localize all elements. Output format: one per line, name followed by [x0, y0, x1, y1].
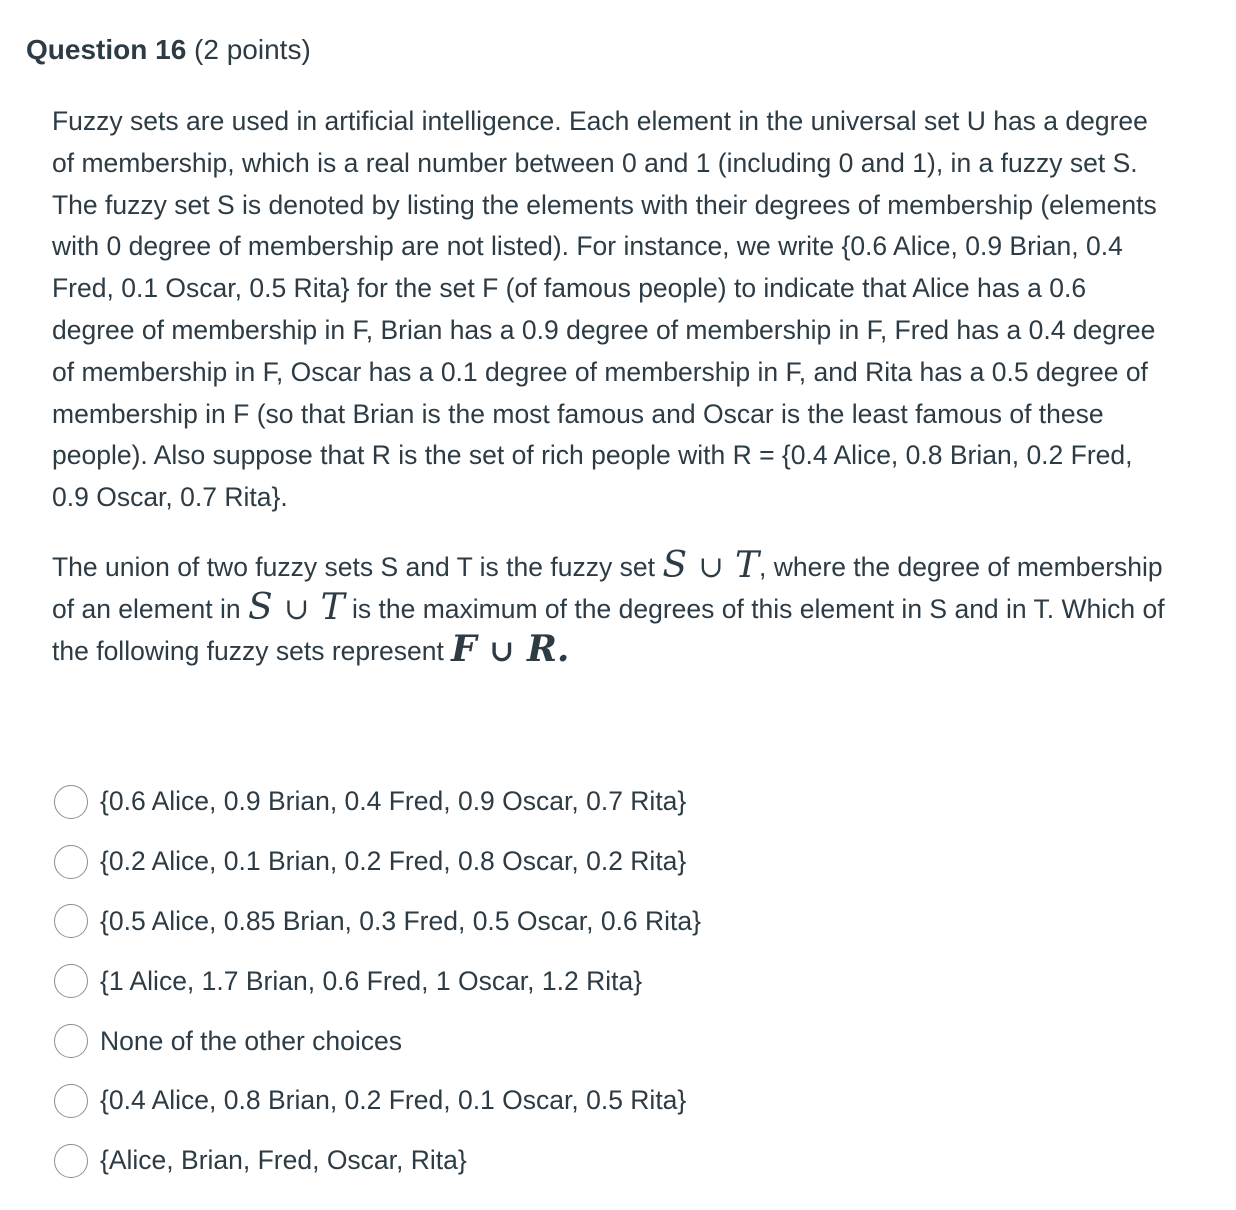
- radio-button-icon[interactable]: [54, 1084, 88, 1118]
- question-title: Question 16: [26, 34, 187, 65]
- radio-button-icon[interactable]: [54, 1024, 88, 1058]
- answer-label[interactable]: {1 Alice, 1.7 Brian, 0.6 Fred, 1 Oscar, 1.2 Rita}: [100, 965, 643, 996]
- math-union-symbol: ∪: [489, 633, 515, 669]
- math-union-symbol: ∪: [698, 549, 724, 585]
- math-symbol-t: T: [320, 586, 345, 628]
- paragraph-2-text: , where the degree of membership of an element in: [52, 551, 1163, 624]
- answer-option-3[interactable]: [54, 892, 954, 952]
- math-union-symbol: ∪: [284, 591, 310, 627]
- math-f-union-r: [451, 628, 569, 670]
- answer-choices: [54, 772, 954, 1191]
- math-s-union-t: [248, 587, 345, 628]
- radio-button-icon[interactable]: [54, 785, 88, 819]
- answer-label[interactable]: {0.2 Alice, 0.1 Brian, 0.2 Fred, 0.8 Oscar, 0.2 Rita}: [100, 846, 687, 877]
- math-symbol-t: T: [735, 544, 760, 586]
- answer-label[interactable]: None of the other choices: [100, 1025, 402, 1056]
- answer-label[interactable]: {0.4 Alice, 0.8 Brian, 0.2 Fred, 0.1 Oscar, 0.5 Rita}: [100, 1085, 687, 1116]
- math-s-union-t: [662, 545, 759, 586]
- paragraph-2-text: is the maximum of the degrees of this element in S and in T. Which of the following fuzzy sets represent: [52, 593, 1165, 666]
- answer-label[interactable]: {0.6 Alice, 0.9 Brian, 0.4 Fred, 0.9 Oscar, 0.7 Rita}: [100, 786, 687, 817]
- answer-option-4[interactable]: [54, 951, 954, 1011]
- answer-label[interactable]: {0.5 Alice, 0.85 Brian, 0.3 Fred, 0.5 Oscar, 0.6 Rita}: [100, 905, 702, 936]
- math-symbol-s: S: [662, 544, 687, 586]
- radio-button-icon[interactable]: [54, 904, 88, 938]
- answer-option-5[interactable]: [54, 1011, 954, 1071]
- radio-button-icon[interactable]: [54, 845, 88, 879]
- question-points: (2 points): [186, 34, 311, 65]
- answer-option-1[interactable]: [54, 772, 954, 832]
- question-paragraph-1: Fuzzy sets are used in artificial intelligence. Each element in the universal set U has a degree of membership, which is a real number between 0 and 1 (including 0 and 1), in a fuzzy set S. The fuzzy set S is denoted by listing the elements with their degrees of membership (elements with 0 degree of membership are not listed). For instance, we write {0.6 Alice, 0.9 Brian, 0.4 Fred, 0.1 Oscar, 0.5 Rita} for the set F (of famous people) to indicate that Alice has a 0.6 degree of membership in F, Brian has a 0.9 degree of membership in F, Fred has a 0.4 degree of membership in F, Oscar has a 0.1 degree of membership in F, and Rita has a 0.5 degree of membership in F (so that Brian is the most famous and Oscar is the least famous of these people). Also suppose that R is the set of rich people with R = {0.4 Alice, 0.8 Brian, 0.2 Fred, 0.9 Oscar, 0.7 Rita}.: [52, 106, 1157, 513]
- radio-button-icon[interactable]: [54, 1144, 88, 1178]
- question-paragraph-2: [52, 544, 1172, 672]
- answer-option-7[interactable]: [54, 1131, 954, 1191]
- math-symbol-f: F: [451, 627, 477, 670]
- answer-option-2[interactable]: [54, 832, 954, 892]
- answer-label[interactable]: {Alice, Brian, Fred, Oscar, Rita}: [100, 1145, 467, 1176]
- question-header: [26, 30, 311, 70]
- math-symbol-s: S: [247, 586, 273, 628]
- math-symbol-r: R: [526, 627, 557, 670]
- paragraph-2-text: The union of two fuzzy sets S and T is the fuzzy set: [52, 551, 663, 582]
- answer-option-6[interactable]: [54, 1071, 954, 1131]
- math-period: .: [556, 627, 570, 670]
- radio-button-icon[interactable]: [54, 964, 88, 998]
- question-text: [52, 101, 1172, 672]
